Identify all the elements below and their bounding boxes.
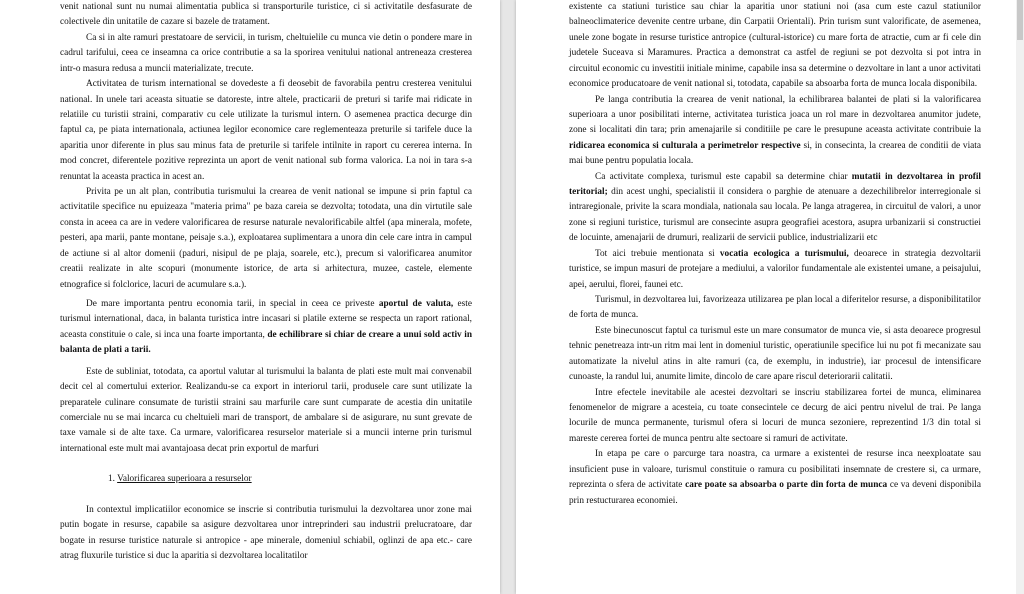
paragraph [569, 170, 981, 247]
heading-text: Valorificarea superioara a resurselor [117, 474, 252, 485]
text-run: este turismul international, daca, in balanta turistica intre incasari si platile externe se respecta un raport rational, aceasta constituie o cale, si inca una foarte importanta, [60, 299, 472, 340]
heading-number: 1. [108, 474, 115, 485]
bold-text: aportul de valuta, [378, 299, 454, 310]
document-page-left [0, 0, 500, 594]
text-run: din acest unghi, specialistii il considera o parghie de atenuare a dezechilibrelor interregionale si intraregionale, privite la scara mondiala, nationala sau locala. Pe langa atragerea, in circuitul de valori, a unor zone si regiuni turistice, turismul are consecinte asupra geografiei acestora, asupra urbanizarii si constructiei de locuinte, amenajarii de drumuri, realizarii de servicii publice, industrializarii etc [569, 187, 981, 244]
paragraph: Turismul, in dezvoltarea lui, favorizeaza utilizarea pe plan local a diferitelor resurse, a disponibilitatilor de forta de munca. [569, 295, 981, 321]
text-run: Ca activitate complexa, turismul este capabil sa determine chiar [595, 171, 852, 182]
text-run: ce va deveni disponibila prin restucturarea economiei. [569, 480, 981, 506]
bold-text: de echilibrare si chiar de creare a unui sold activ in balanta de plati a tarii. [60, 329, 472, 356]
paragraph: Privita pe un alt plan, contributia turismului la crearea de venit national se impune si prin faptul ca activitatile specifice nu epuizeaza "materia prima" pe baza careia se dezvolta; totodata, una din virtutile sale consta in aceea ca are in vedere valorificarea de resurse naturale nevalorificabile altfel (apa minerala, mofete, pesteri, apa marii, pante montane, peisaje s.a.), exploatarea suplimentara a unora din cele care intra in campul de actiune si al altor domenii (paduri, nisipul de pe plaja, soarele, etc.), precum si valorificarea anumitor creatii realizate in alte scopuri (monumente istorice, de arta si arhitectura, muzee, castele, elemente etnografice si folclorice, lacuri de acumulare s.a.). [60, 187, 472, 290]
paragraph: Ca si in alte ramuri prestatoare de servicii, in turism, cheltuielile cu munca vie detin o pondere mare in cadrul tarifului, ceea ce inseamna ca orice contributie a sa la sporirea venitului national antreneaza cresterea intr-o masura redusa a muncii materializate, trecute. [60, 32, 472, 74]
text-run: Pe langa contributia la crearea de venit national, la echilibrarea balantei de plati si la valorificarea superioara a unor posibilitati interne, activitatea turistica joaca un rol mare in dezvoltarea anumitor judete, zone si localitati din tara; prin amenajarile si conditiile pe care le presupune aceasta activitate contribuie la [569, 94, 981, 136]
paragraph: Este binecunoscut faptul ca turismul este un mare consumator de munca vie, si asta deoarece progresul tehnic penetreaza intr-un ritm mai lent in domeniul turistic, operatiunile specifice lui nu pot fi mecanizate sau automatizate la nivelul atins in alte ramuri (ca, de exemplu, in industrie), iar procesul de intensificare cunoaste, la randul lui, anumite limite, dincolo de care apare riscul deteriorarii calitatii. [569, 325, 981, 383]
paragraph: Intre efectele inevitabile ale acestei dezvoltari se inscriu stabilizarea fortei de munca, eliminarea fenomenelor de migrare a acesteia, cu toate consecintele ce decurg de aici pentru nivelul de trai. Pe langa locurile de munca permanente, turismul ofera si locuri de munca sezoniere, reprezentind 1/3 din total si mareste cererea fortei de munca pentru alte sectoare si ramuri de activitate. [569, 387, 981, 444]
paragraph [569, 447, 981, 509]
bold-text: ridicarea economica si culturala a perimetrelor respective [569, 140, 801, 151]
paragraph: Este de subliniat, totodata, ca aportul valutar al turismului la balanta de plati este mult mai convenabil decit cel al comertului exterior. Realizandu-se ca export in interiorul tarii, produsele care sunt utilizate la preparatele culinare consumate de turistii straini sau marfurile care sunt cumparate de acestia din unitatile comerciale nu se mai incarca cu cheltuieli mari de transport, de ambalare si de asigurare, nu sunt grevate de taxe vamale si de alte taxe. Ca urmare, valorificarea resurselor materiale si a muncii interne prin turismul international este mult mai avantajoasa decat prin exportul de marfuri [60, 366, 472, 454]
bold-text: vocatia ecologica a turismului, [719, 248, 849, 259]
scrollbar-thumb[interactable] [1017, 0, 1023, 40]
text-run: deoarece in strategia dezvoltarii turistice, se impun masuri de protejare a mediului, a valorilor fundamentale ale existentei umane, a peisajului, apei, aerului, florei, faunei etc. [569, 248, 981, 290]
text-run: In etapa pe care o parcurge tara noastra, ca urmare a existentei de resurse inca neexploatate sau insuficient puse in valoare, turismul constituie o ramura cu posibilitati insemnate de crestere si, ca urmare, reprezinta o sfera de activitate [569, 449, 981, 491]
paragraph: existente ca statiuni turistice sau chiar la aparitia unor statiuni noi (asa cum este cazul statiunilor balneoclimaterice devenite centre urbane, din Carpatii Orientali). Prin turism sunt valorificate, de asemenea, unele zone bogate in resurse turistice antropice (cultural-istorice) cu mare forta de atractie, cum ar fi cele din judetele Suceava si Maramures. Practica a demonstrat ca astfel de regiuni se pot dezvolta si pot intra in circuitul economic cu investitii initiale minime, capabile insa sa determine o dezvoltare in lant a unor activitati economice producatoare de venit national si, totodata, capabile sa absoarba forta de munca locala disponibila. [569, 2, 981, 90]
vertical-scrollbar[interactable] [1016, 0, 1024, 594]
text-run: Tot aici trebuie mentionata si [595, 248, 720, 259]
paragraph [60, 297, 472, 359]
paragraph: Activitatea de turism international se dovedeste a fi deosebit de favorabila pentru cresterea venitului national. In unele tari aceasta situatie se datoreste, intre altele, practicarii de preturi si tarife mai ridicate in relatiile cu turistii straini, comparativ cu cele utilizate la turismul intern. O asemenea practica decurge din faptul ca, pe piata internationala, actiunea legilor economice care reglementeaza preturile si tarifele duce la aparitia unor diferente in plus sau minus fata de preturile si tarifele intilnite in raport cu cererea interna. In mod concret, diferentele pozitive reprezinta un aport de venit national sub forma valorica. La noi in tara s-a renuntat la aceasta practica in acest an. [60, 79, 472, 182]
paragraph [569, 93, 981, 170]
paragraph: venit national sunt nu numai alimentatia publica si transporturile turistice, ci si activitatile desfasurate de colectivele din unitatile de cazare si bazele de tratament. [60, 2, 472, 28]
paragraph [569, 247, 981, 293]
bold-text: mutatii in dezvoltarea in profil teritorial; [569, 171, 982, 198]
paragraph: In contextul implicatiilor economice se inscrie si contributia turismului la dezvoltarea unor zone mai putin bogate in resurse, capabile sa asigure dezvoltarea unor intreprinderi sau industrii prelucratoare, dar bogate in resurse turistice naturale si antropice - ape minerale, domeniul schiabil, oglinzi de apa etc.- care atrag fluxurile turistice si duc la aparitia si dezvoltarea localitatilor [60, 504, 472, 561]
document-page-right [516, 0, 1016, 594]
section-heading [60, 472, 472, 487]
text-run: si, in consecinta, la crearea de conditii de viata mai bune pentru populatia locala. [569, 140, 981, 167]
bold-text: care poate sa absoarba o parte din forta de munca [685, 480, 888, 491]
text-run: De mare importanta pentru economia tarii, in special in ceea ce priveste [86, 299, 379, 310]
